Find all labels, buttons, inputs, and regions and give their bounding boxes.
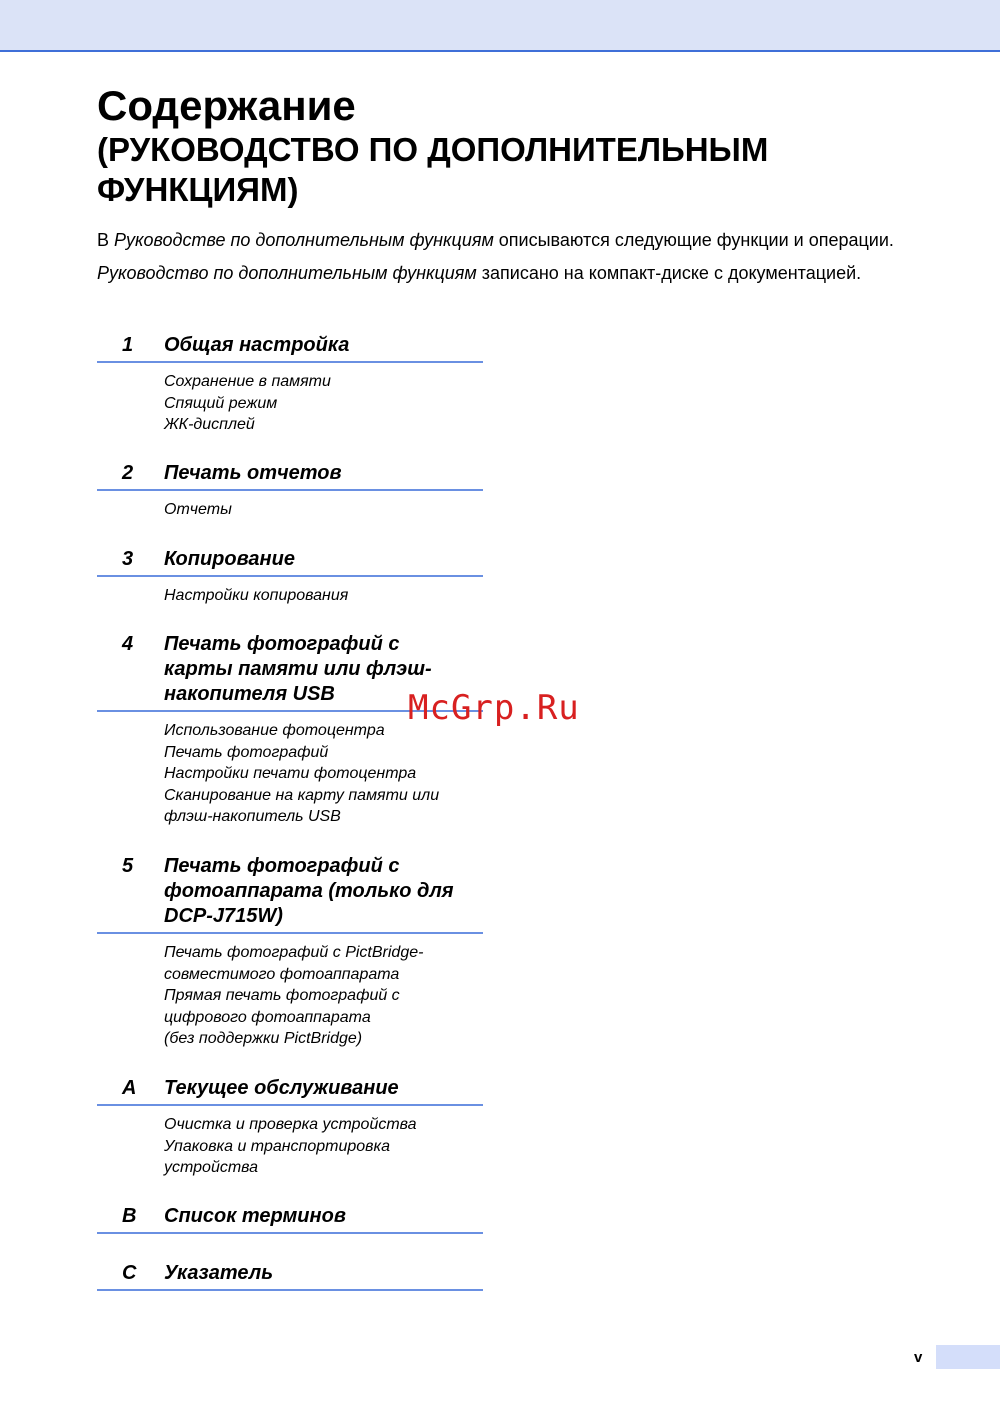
toc-section-number: 3: [122, 548, 134, 570]
toc-section-header[interactable]: [97, 547, 483, 577]
toc-item[interactable]: Настройки печати фотоцентра: [164, 765, 417, 782]
toc-item[interactable]: Спящий режим: [164, 394, 278, 412]
toc-item[interactable]: Сохранение в памяти: [164, 373, 331, 390]
intro-text: [97, 228, 947, 294]
toc-item[interactable]: Настройки копирования: [164, 587, 349, 604]
toc-section-title-line[interactable]: фотоаппарата (только для: [164, 880, 454, 902]
toc-item[interactable]: Печать фотографий: [164, 743, 329, 761]
watermark: McGrp.Ru: [408, 688, 580, 728]
toc-item[interactable]: Прямая печать фотографий с: [164, 987, 400, 1004]
toc-item[interactable]: совместимого фотоаппарата: [164, 965, 400, 983]
toc-section-title[interactable]: Печать отчетов: [164, 462, 342, 484]
toc-item[interactable]: цифрового фотоаппарата: [164, 1008, 371, 1026]
toc-section-3[interactable]: [97, 547, 483, 607]
toc-section-title[interactable]: Указатель: [164, 1262, 274, 1284]
toc-section-title[interactable]: Список терминов: [164, 1205, 346, 1227]
toc-item[interactable]: ЖК-дисплей: [164, 416, 255, 433]
toc-item[interactable]: Отчеты: [164, 501, 232, 518]
toc-section-b[interactable]: [97, 1204, 483, 1234]
toc-section-number: C: [122, 1262, 137, 1284]
toc-section-items: [164, 363, 483, 436]
toc-section-1[interactable]: [97, 333, 483, 436]
toc-section-5[interactable]: [97, 854, 483, 1050]
intro-p1-prefix: В: [97, 230, 115, 250]
toc-section-4[interactable]: [97, 632, 483, 828]
toc-item[interactable]: Очистка и проверка устройства: [164, 1116, 417, 1133]
toc-section-items: [164, 1106, 483, 1179]
toc-section-items: [164, 712, 483, 828]
toc-section-header[interactable]: [97, 1076, 483, 1106]
toc-section-2[interactable]: [97, 461, 483, 521]
toc-item[interactable]: флэш-накопитель USB: [164, 808, 341, 825]
header-band: [0, 0, 1000, 52]
toc-section-title[interactable]: Текущее обслуживание: [164, 1077, 399, 1099]
toc-section-number: 4: [122, 633, 134, 655]
intro-p1-italic: Руководстве по дополнительным функциям: [114, 230, 494, 250]
toc-section-items: [164, 491, 483, 521]
page-number-tab: [936, 1345, 1000, 1369]
intro-p1-suffix: описываются следующие функции и операции.: [493, 230, 894, 250]
intro-p2-italic: Руководство по дополнительным функциям: [97, 263, 477, 283]
toc-section-header[interactable]: [97, 1204, 483, 1234]
toc-item[interactable]: Сканирование на карту памяти или: [164, 786, 440, 804]
toc-section-number: 5: [122, 855, 134, 877]
page-subtitle-line2: ФУНКЦИЯМ): [97, 171, 299, 208]
toc-section-title-line[interactable]: Печать фотографий с: [164, 855, 400, 877]
toc-section-title-line[interactable]: Печать фотографий с: [164, 633, 400, 655]
intro-paragraph-1: [97, 228, 947, 252]
toc-item[interactable]: Печать фотографий с PictBridge-: [164, 944, 424, 961]
toc-section-header[interactable]: [97, 1261, 483, 1291]
toc-section-items: [164, 577, 483, 607]
toc-section-header[interactable]: [97, 854, 483, 934]
toc-section-items: [164, 934, 483, 1050]
toc-section-number: 1: [122, 334, 134, 356]
toc-section-title[interactable]: Копирование: [164, 548, 295, 570]
toc-section-number: A: [122, 1077, 137, 1099]
toc-item[interactable]: Упаковка и транспортировка: [164, 1137, 390, 1155]
toc-section-number: B: [122, 1205, 137, 1227]
toc-section-title-line[interactable]: карты памяти или флэш-: [164, 658, 432, 680]
toc-item[interactable]: устройства: [164, 1159, 259, 1176]
toc-section-header[interactable]: [97, 333, 483, 363]
page-heading: [97, 82, 957, 210]
page-title: Содержание: [97, 82, 356, 129]
toc-item[interactable]: Использование фотоцентра: [164, 722, 385, 739]
intro-paragraph-2: [97, 261, 947, 285]
toc-section-header[interactable]: [97, 461, 483, 491]
toc-section-a[interactable]: [97, 1076, 483, 1179]
toc-item[interactable]: (без поддержки PictBridge): [164, 1030, 363, 1047]
toc-section-title[interactable]: Общая настройка: [164, 334, 350, 356]
toc-section-title-line[interactable]: DCP-J715W): [164, 905, 283, 927]
toc-section-c[interactable]: [97, 1261, 483, 1291]
intro-p2-suffix: записано на компакт-диске с документацией.: [476, 263, 862, 283]
page-number: v: [914, 1349, 923, 1366]
toc-section-title-line[interactable]: накопителя USB: [164, 683, 335, 705]
toc-section-number: 2: [122, 462, 134, 484]
page-subtitle-line1: (РУКОВОДСТВО ПО ДОПОЛНИТЕЛЬНЫМ: [97, 131, 769, 168]
